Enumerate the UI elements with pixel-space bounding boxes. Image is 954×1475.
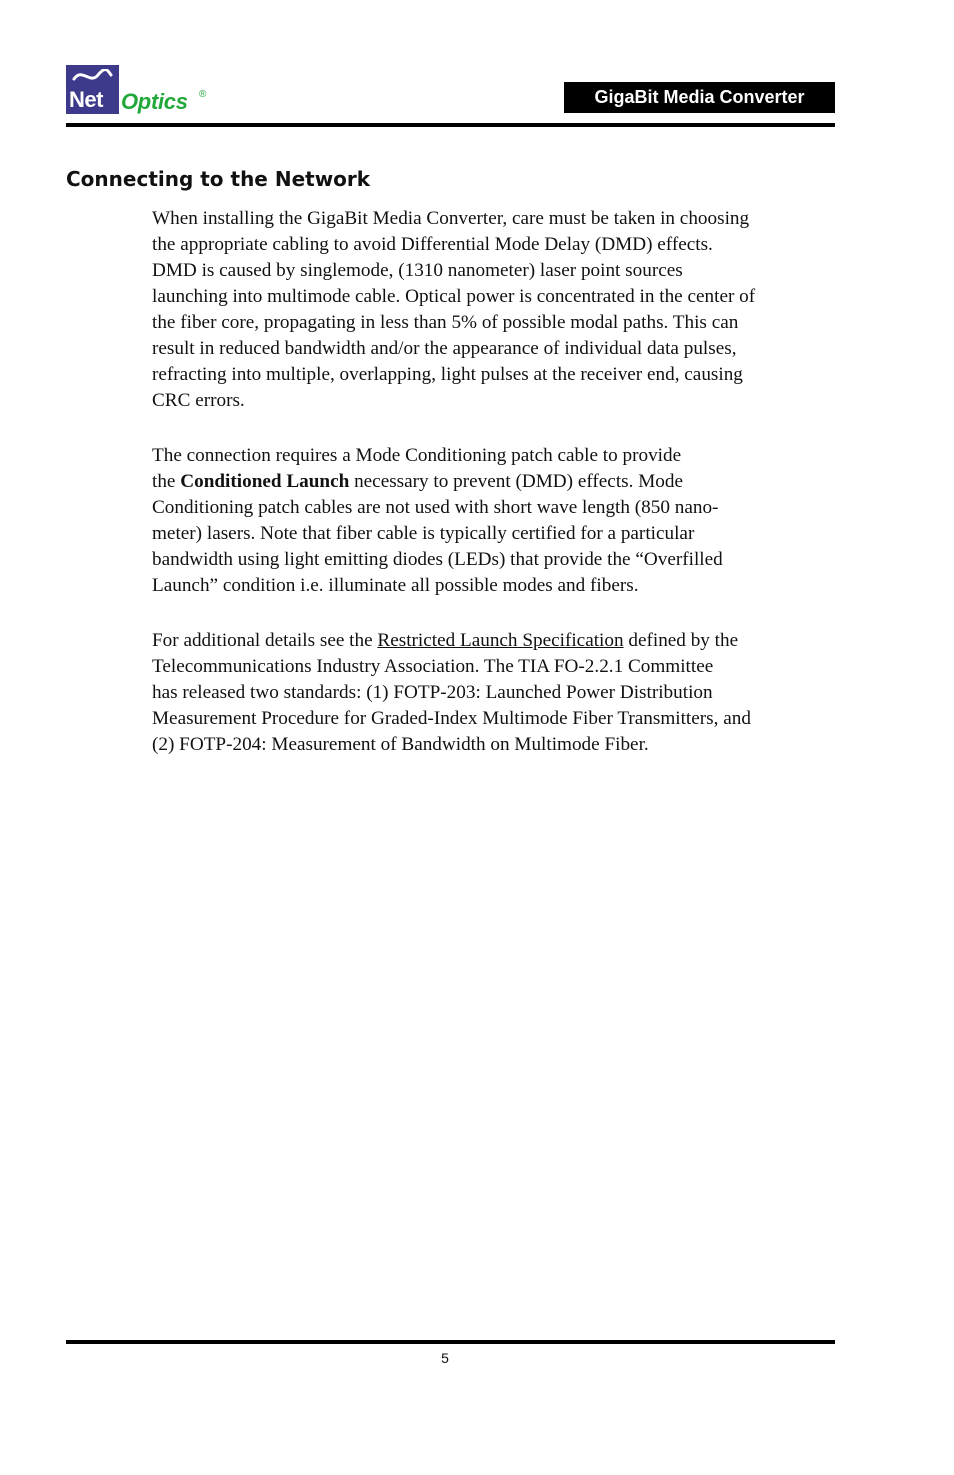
text-line: the fiber core, propagating in less than 5% of possible modal paths. This can [152, 312, 739, 333]
text-line: Telecommunications Industry Association. The TIA FO-2.2.1 Committee [152, 656, 714, 677]
text-line: Launch” condition i.e. illuminate all possible modes and fibers. [152, 575, 639, 596]
wave-icon [72, 69, 113, 83]
paragraph-conditioned-launch [152, 443, 842, 599]
text-line: the appropriate cabling to avoid Differential Mode Delay (DMD) effects. [152, 234, 713, 255]
text-line: Conditioning patch cables are not used with short wave length (850 nano- [152, 497, 719, 518]
body-text [152, 206, 842, 787]
header-divider [66, 123, 835, 127]
text-fragment: necessary to prevent (DMD) effects. Mode [349, 471, 683, 492]
logo-box [66, 65, 119, 114]
text-line: refracting into multiple, overlapping, light pulses at the receiver end, causing [152, 364, 743, 385]
text-line: result in reduced bandwidth and/or the appearance of individual data pulses, [152, 338, 737, 359]
text-line: meter) lasers. Note that fiber cable is typically certified for a particular [152, 523, 695, 544]
paragraph-tia-standards [152, 628, 842, 758]
restricted-launch-spec-link[interactable]: Restricted Launch Specification [377, 630, 624, 651]
logo-net-text: Net [69, 87, 103, 112]
text-line: CRC errors. [152, 390, 245, 411]
text-fragment: For additional details see the [152, 630, 378, 651]
text-line: (2) FOTP-204: Measurement of Bandwidth on Multimode Fiber. [152, 734, 649, 755]
text-line: bandwidth using light emitting diodes (LEDs) that provide the “Overfilled [152, 549, 723, 570]
text-line: Measurement Procedure for Graded-Index Multimode Fiber Transmitters, and [152, 708, 751, 729]
text-line [152, 469, 842, 495]
text-line: launching into multimode cable. Optical power is concentrated in the center of [152, 286, 756, 307]
text-line [152, 628, 842, 654]
text-line: has released two standards: (1) FOTP-203: Launched Power Distribution [152, 682, 713, 703]
footer-divider [66, 1340, 835, 1344]
text-line: DMD is caused by singlemode, (1310 nanometer) laser point sources [152, 260, 683, 281]
logo-registered-mark: ® [199, 89, 207, 100]
header-product-badge: GigaBit Media Converter [564, 82, 835, 113]
logo-optics-text: Optics [121, 89, 188, 114]
text-line: When installing the GigaBit Media Converter, care must be taken in choosing [152, 208, 750, 229]
netoptics-logo [66, 65, 226, 115]
page-number: 5 [441, 1350, 449, 1366]
conditioned-launch-term: Conditioned Launch [180, 471, 350, 492]
section-title: Connecting to the Network [66, 167, 371, 191]
paragraph-dmd [152, 206, 842, 414]
text-line: The connection requires a Mode Conditioning patch cable to provide [152, 445, 682, 466]
text-fragment: the [152, 471, 181, 492]
text-fragment: defined by the [623, 630, 739, 651]
